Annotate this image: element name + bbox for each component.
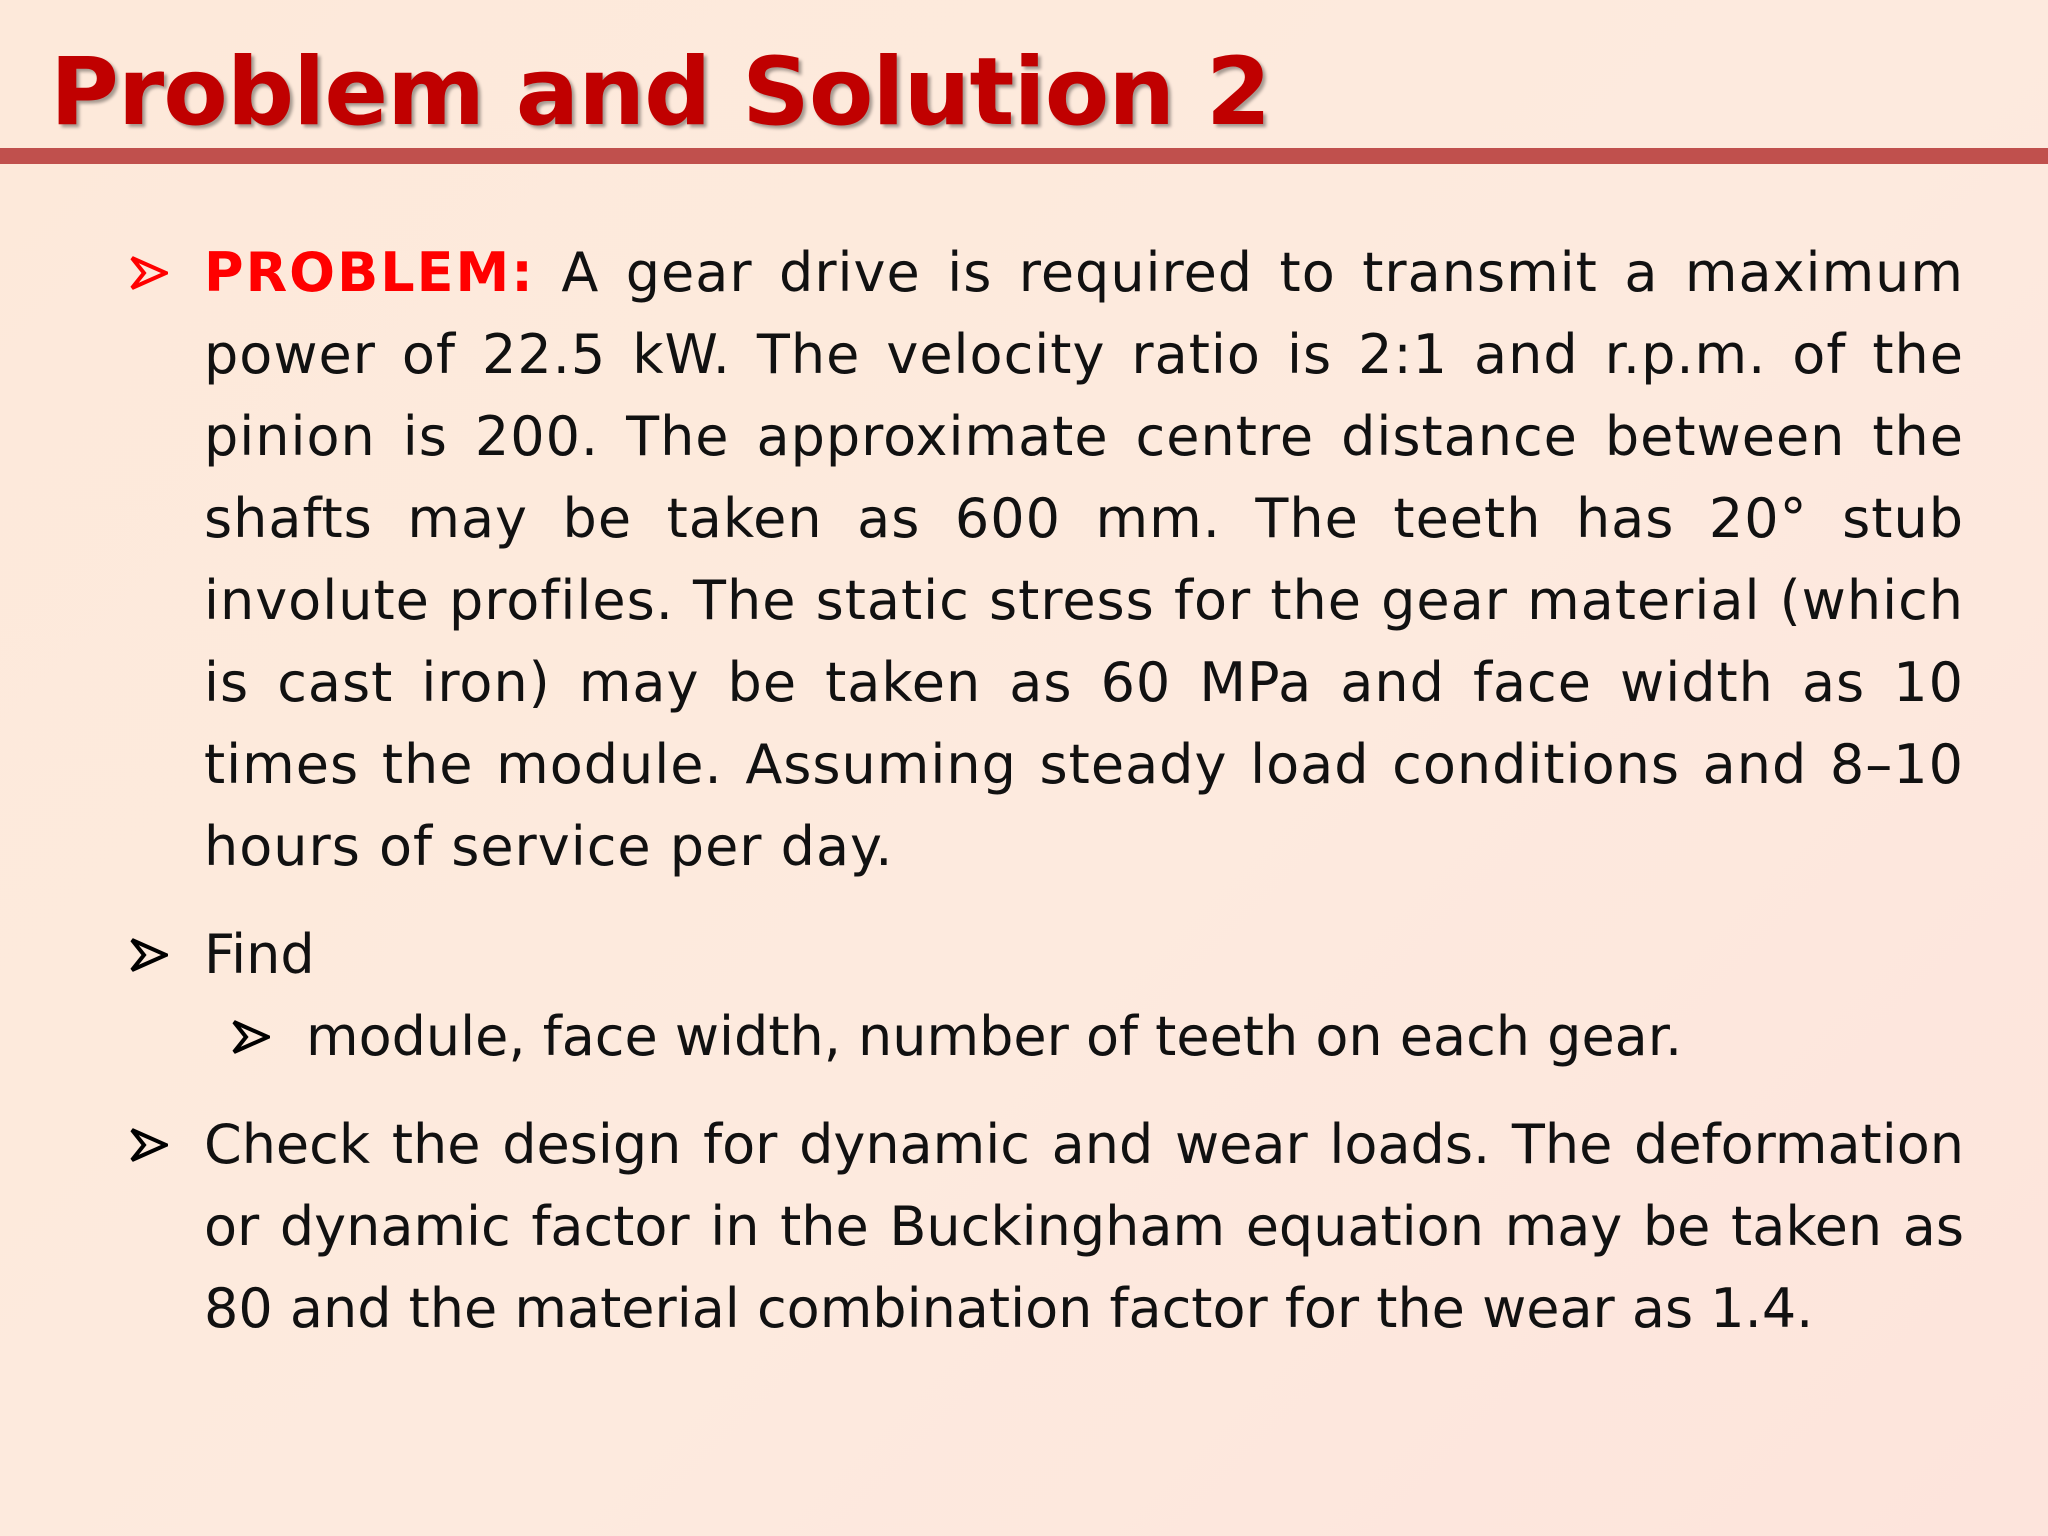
problem-label: PROBLEM: xyxy=(204,241,535,304)
find-sub-text: module, face width, number of teeth on each gear. xyxy=(306,1005,1683,1068)
problem-text: A gear drive is required to transmit a maximum power of 22.5 kW. The velocity ratio is 2:1 and r.p.m. of the pinion is 200. The approximate centre distance between the shafts may be taken as 600 mm. The teeth has 20° stub involute profiles. The static stress for the gear material (which is cast iron) may be taken as 60 MPa and face width as 10 times the module. Assuming steady load conditions and 8–10 hours of service per day. xyxy=(204,241,1964,878)
find-label: Find xyxy=(204,923,315,986)
find-bullet xyxy=(124,914,1964,996)
problem-bullet xyxy=(124,232,1964,888)
check-text: Check the design for dynamic and wear loads. The deformation or dynamic factor in the Buckingham equation may be taken as 80 and the material combination factor for the wear as 1.4. xyxy=(204,1113,1964,1340)
title-divider xyxy=(0,148,2048,164)
arrow-bullet-icon xyxy=(226,996,276,1078)
arrow-bullet-icon xyxy=(124,232,174,314)
slide-content xyxy=(124,232,1964,1350)
arrow-bullet-icon xyxy=(124,1104,174,1186)
find-sub-bullet xyxy=(226,996,1964,1078)
arrow-bullet-icon xyxy=(124,914,174,996)
check-bullet xyxy=(124,1104,1964,1350)
slide-title: Problem and Solution 2 xyxy=(50,38,1271,147)
